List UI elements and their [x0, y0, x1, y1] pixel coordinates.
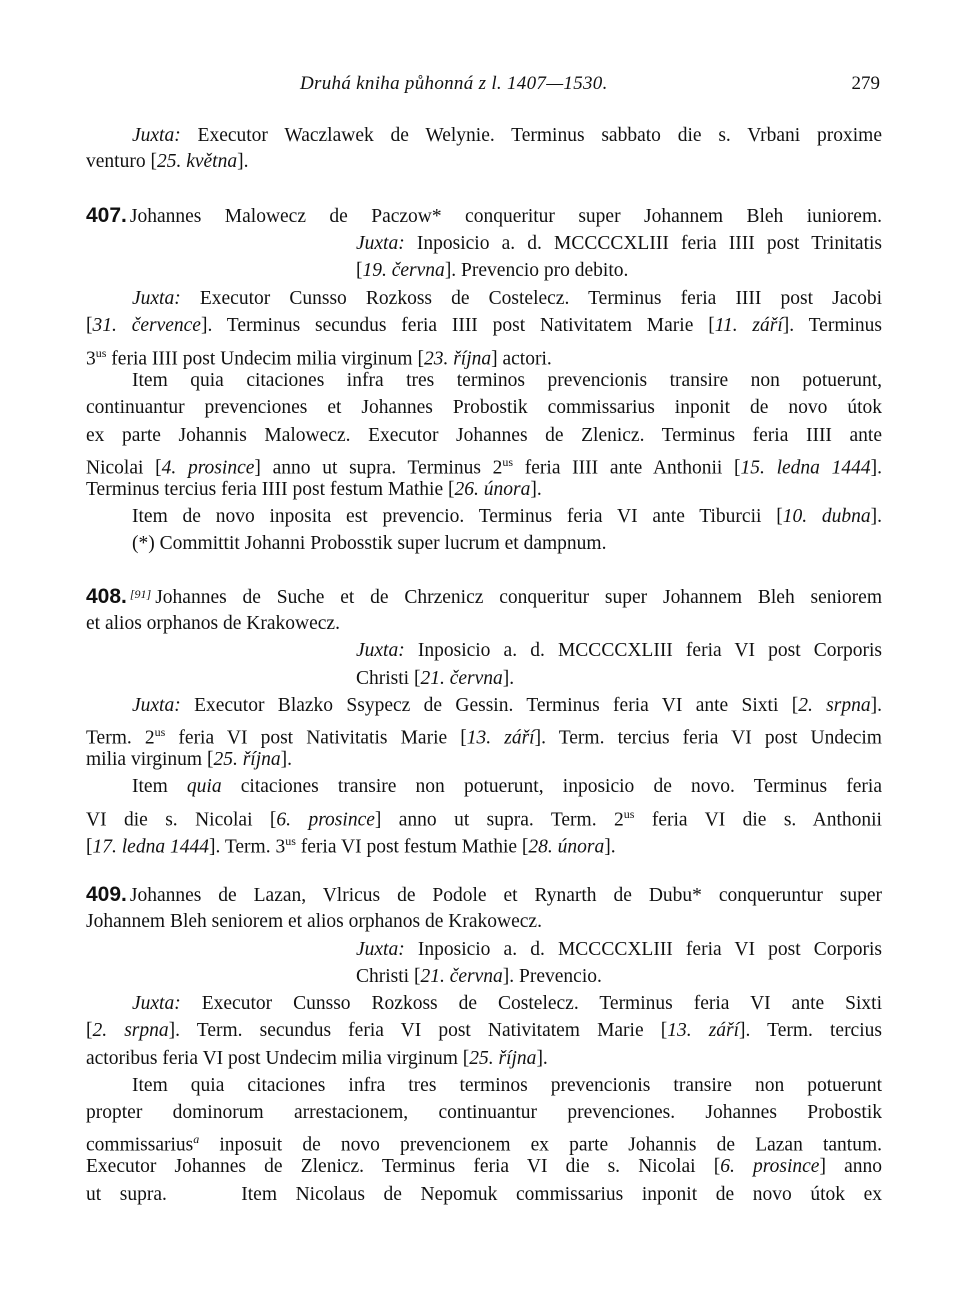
text-line: Terminus tercius feria IIII post festum Mathie [26. února].: [86, 479, 542, 500]
text-line: [2. srpna]. Term. secundus feria VI post Nativitatem Marie [13. září]. Term. tercius: [86, 1020, 882, 1041]
page-number: 279: [851, 73, 880, 94]
text-line: 409. Johannes de Lazan, Vlricus de Podole et Rynarth de Dubu* conqueruntur super: [86, 883, 882, 906]
text-line: VI die s. Nicolai [6. prosince] anno ut supra. Term. $2^{us}$ feria VI die s. Anthonii: [86, 807, 882, 831]
text-line: venturo [25. května].: [86, 151, 249, 172]
text-line: et alios orphanos de Krakowecz.: [86, 613, 340, 634]
text-line: Item quia citaciones infra tres terminos prevencionis transire non potuerunt: [132, 1075, 882, 1096]
text-line: milia virginum [25. října].: [86, 749, 293, 770]
text-line: 408. [91] Johannes de Suche et de Chrzenicz conqueritur super Johannem Bleh seniorem: [86, 585, 882, 608]
text-line: Johannem Bleh seniorem et alios orphanos de Krakowecz.: [86, 911, 542, 932]
text-line: Christi [21. června].: [356, 668, 515, 689]
text-line: Juxta: Executor Cunsso Rozkoss de Costelecz. Terminus feria IIII post Jacobi: [132, 288, 882, 309]
text-line: Juxta: Inposicio a. d. MCCCCXLIII feria IIII post Trinitatis: [356, 233, 882, 254]
text-line: Juxta: Executor Waczlawek de Welynie. Terminus sabbato die s. Vrbani proxime: [132, 125, 882, 146]
text-line: actoribus feria VI post Undecim milia virginum [25. října].: [86, 1048, 548, 1069]
text-line: Juxta: Inposicio a. d. MCCCCXLIII feria VI post Corporis: [356, 640, 882, 661]
text-line: (*) Committit Johanni Probosstik super lucrum et dampnum.: [132, 533, 607, 554]
running-head: [86, 73, 882, 99]
text-line: Juxta: Executor Blazko Ssypecz de Gessin. Terminus feria VI ante Sixti [2. srpna].: [132, 695, 882, 716]
text-line: [31. července]. Terminus secundus feria IIII post Nativitatem Marie [11. září]. Terminus: [86, 315, 882, 336]
text-line: [17. ledna 1444]. Term. $3^{us}$ feria VI post festum Mathie [28. února].: [86, 834, 616, 858]
text-line: [19. června]. Prevencio pro debito.: [356, 260, 629, 281]
text-line: propter dominorum arrestacionem, continuantur prevenciones. Johannes Probostik: [86, 1102, 882, 1123]
text-line: Nicolai [4. prosince] anno ut supra. Terminus $2^{us}$ feria IIII ante Anthonii [15. ledna 1444].: [86, 455, 883, 479]
text-line: Term. $2^{us}$ feria VI post Nativitatis Marie [13. září]. Term. tercius feria VI post Undecim: [86, 725, 882, 749]
text-line: ex parte Johannis Malowecz. Executor Johannes de Zlenicz. Terminus feria IIII ante: [86, 425, 882, 446]
text-line: Item quia citaciones transire non potuerunt, inposicio de novo. Terminus feria: [132, 776, 883, 797]
text-line: ut supra. Item Nicolaus de Nepomuk commissarius inponit de novo útok ex: [86, 1184, 882, 1205]
text-line: Executor Johannes de Zlenicz. Terminus feria VI die s. Nicolai [6. prosince] anno: [86, 1156, 883, 1177]
text-line: continuantur prevenciones et Johannes Probostik commissarius inponit de novo útok: [86, 397, 882, 418]
text-line: Item quia citaciones infra tres terminos prevencionis transire non potuerunt,: [132, 370, 882, 391]
text-line: Juxta: Inposicio a. d. MCCCCXLIII feria VI post Corporis: [356, 939, 882, 960]
text-line: Juxta: Executor Cunsso Rozkoss de Costelecz. Terminus feria VI ante Sixti: [132, 993, 882, 1014]
text-line: Christi [21. června]. Prevencio.: [356, 966, 602, 987]
text-line: 407. Johannes Malowecz de Paczow* conqueritur super Johannem Bleh iuniorem.: [86, 204, 882, 227]
text-line: Item de novo inposita est prevencio. Terminus feria VI ante Tiburcii [10. dubna].: [132, 506, 882, 527]
text-line: $3^{us}$ feria IIII post Undecim milia virginum [23. října] actori.: [86, 346, 552, 370]
text-line: commissarius$^a$ inposuit de novo prevencionem ex parte Johannis de Lazan tantum.: [86, 1132, 882, 1156]
running-title: Druhá kniha půhonná z l. 1407—1530.: [300, 73, 608, 94]
